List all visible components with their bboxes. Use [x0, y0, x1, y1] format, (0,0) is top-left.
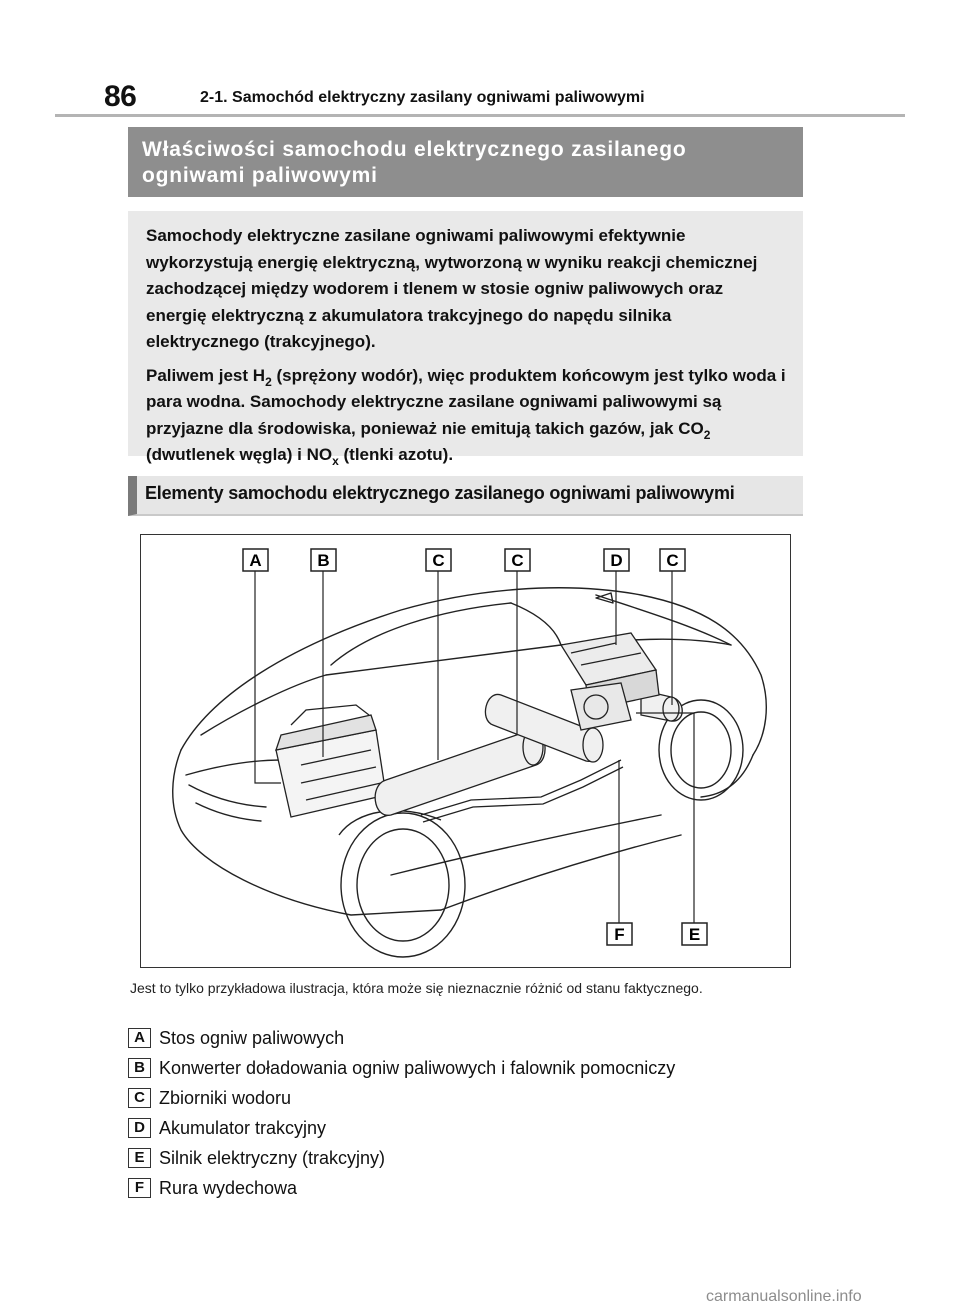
legend-key: D	[128, 1118, 151, 1138]
callout-label-c2: C	[511, 551, 524, 570]
hydrogen-tank-long	[375, 729, 545, 815]
fuel-cell-stack-unit	[276, 705, 386, 817]
watermark: carmanualsonline.info	[706, 1288, 862, 1305]
intro-text: Paliwem jest H	[146, 365, 266, 385]
front-wheel	[339, 811, 465, 957]
legend-text: Akumulator trakcyjny	[159, 1118, 327, 1138]
callout-label-b: B	[317, 551, 330, 570]
callout-label-a: A	[249, 551, 262, 570]
intro-text: (dwutlenek węgla) i NO	[146, 445, 333, 464]
legend-text: Silnik elektryczny (trakcyjny)	[159, 1148, 386, 1168]
intro-text: (tlenki azotu).	[338, 445, 454, 464]
legend-key: E	[128, 1148, 151, 1168]
callout-label-f: F	[614, 925, 625, 944]
section-title-line-2: ogniwami paliwowymi	[142, 164, 378, 187]
callout-label-c1: C	[432, 551, 445, 570]
section-title-banner	[128, 127, 803, 197]
section-title-line-1: Właściwości samochodu elektrycznego zasilanego	[142, 138, 687, 161]
callout-label-e: E	[688, 925, 701, 944]
electric-motor	[571, 683, 631, 730]
subscript: 2	[265, 374, 272, 389]
legend-text: Konwerter doładowania ogniw paliwowych i falownik pomocniczy	[159, 1058, 676, 1078]
intro-text: (sprężony wodór), więc produktem końcowym jest tylko woda i para wodna. Samochody elektryczne zasilane ogniwami paliwowymi są przyjazne dla środowiska, ponieważ nie emitują takich gazów, jak CO	[146, 365, 786, 438]
subscript: x	[332, 454, 339, 468]
running-title: 2-1. Samochód elektryczny zasilany ogniwami paliwowymi	[200, 89, 645, 106]
legend-key: B	[128, 1058, 151, 1078]
legend-key: F	[128, 1178, 151, 1198]
subscript: 2	[703, 427, 711, 442]
figure-caption: Jest to tylko przykładowa ilustracja, która może się nieznacznie różnić od stanu faktycznego.	[130, 980, 703, 996]
subsection-banner	[128, 476, 803, 516]
vehicle-diagram	[140, 534, 791, 968]
vehicle-illustration	[141, 535, 792, 969]
intro-box	[128, 211, 803, 468]
intro-paragraph-1: Samochody elektryczne zasilane ogniwami paliwowymi efektywnie wykorzystują energię elektryczną, wytworzoną w wyniku reakcji chemicznej zachodzącej między wodorem i tlenem w stosie ogniw paliwowych oraz energię elektryczną z akumulatora trakcyjnego do napędu silnika elektrycznego (trakcyjnego).	[146, 226, 758, 351]
header-divider	[55, 114, 905, 117]
intro-paragraph-2	[146, 363, 787, 469]
page-number: 86	[104, 80, 137, 113]
legend-text: Stos ogniw paliwowych	[159, 1028, 345, 1048]
legend-text: Rura wydechowa	[159, 1178, 298, 1198]
callout-label-c3: C	[666, 551, 679, 570]
legend-text: Zbiorniki wodoru	[159, 1088, 292, 1108]
callout-row-bottom	[607, 923, 707, 945]
callout-label-d: D	[610, 551, 623, 570]
callout-row-top	[243, 549, 685, 571]
subsection-title: Elementy samochodu elektrycznego zasilanego ogniwami paliwowymi	[145, 483, 735, 503]
legend-key: A	[128, 1028, 151, 1048]
legend-key: C	[128, 1088, 151, 1108]
